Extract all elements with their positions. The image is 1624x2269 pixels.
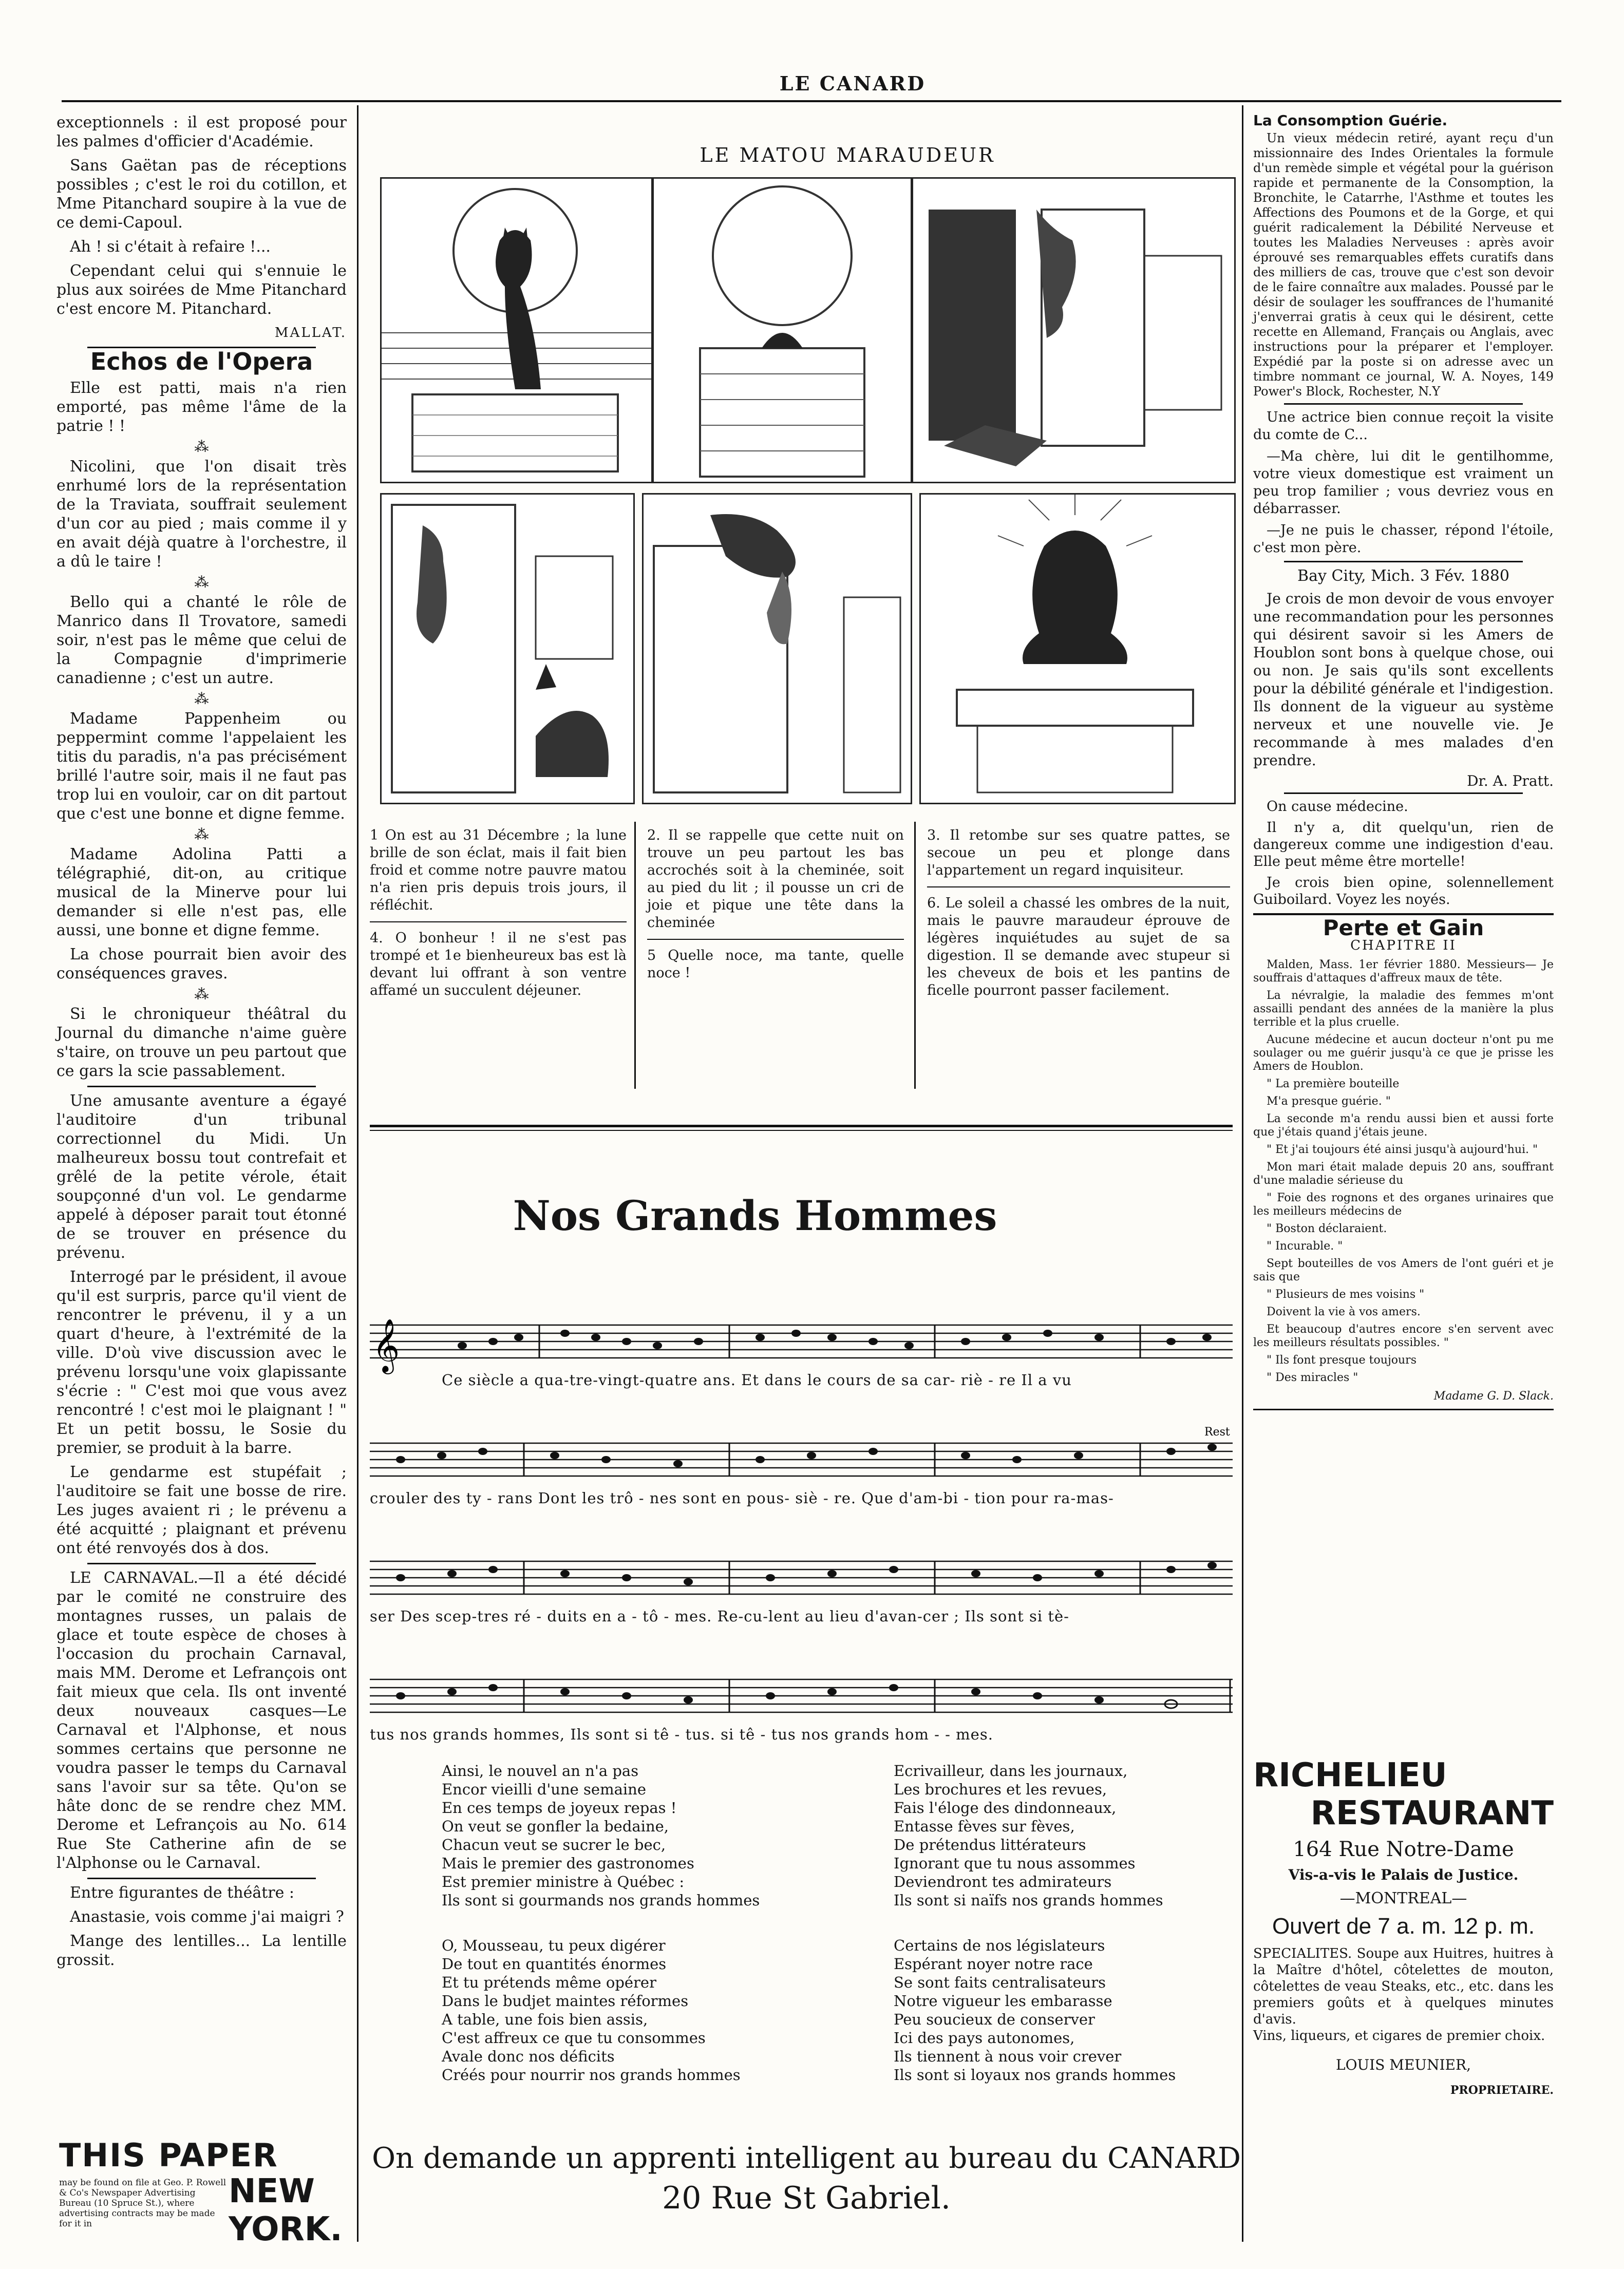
verse-line: Avale donc nos déficits [442, 2048, 615, 2065]
lyrics-line: crouler des ty - rans Dont les trô - nes sont en pous- siè - re. Que d'am-bi - tion pour ra-mas- [370, 1489, 1114, 1507]
restaurant-wine: Vins, liqueurs, et cigares de premier choix. [1253, 2028, 1545, 2044]
svg-text:𝄞: 𝄞 [372, 1318, 400, 1372]
song-verse [442, 1936, 741, 2084]
asterism: ⁂ [194, 574, 209, 591]
anecdote-paragraph: —Ma chère, lui dit le gentilhomme, votre vieux domestique est vraiment un peu trop familier ; vous devriez vous en débarrasser. [1253, 448, 1554, 517]
verse-line: Est premier ministre à Québec : [442, 1873, 685, 1890]
verse-line: Ils sont si gourmands nos grands hommes [442, 1892, 760, 1909]
song-verse [894, 1936, 1176, 2084]
testimonial-line: La seconde m'a rendu aussi bien et aussi forte que j'étais quand j'étais jeune. [1253, 1112, 1554, 1139]
ad-text: Un vieux médecin retiré, ayant reçu d'un missionnaire des Indes Orientales la formule d'un remède simple et végétal pour la guérison rapide et permanente de la Consomption, la Bronchite, le Catarrhe, l'Asthme et toutes les Affections des Poumons et de la Gorge, et qui guérit radicalement la Débilité Nerveuse et toutes les Maladies Nerveuses : après avoir éprouvé ses remarquables effets curatifs dans des milliers de cas, trouve que c'est son devoir de le faire connaître aux malades. Poussé par le désir de soulager les souffrances de l'humanité j'enverrai gratis à ceux qui le désirent, cette recette en Allemand, Français ou Anglais, avec instructions pour la préparer et l'employer. Expédié par la poste si on adresse avec un timbre nommant ce journal, W. A. Noyes, 149 Power's Block, Rochester, N.Y [1253, 131, 1554, 399]
comic-panel-3 [912, 177, 1236, 483]
opera-paragraph: Nicolini, que l'on disait très enrhumé lors de la représentation de la Traviata, souffrait seulement d'un cor au pied ; mais comme il y en avait déjà quatre à l'orchestre, il a dû le taire ! [56, 458, 347, 571]
separator [1284, 792, 1523, 794]
verse-line: A table, une fois bien assis, [442, 2011, 648, 2028]
separator [87, 1563, 316, 1564]
verse-line: Encor vieilli d'une semaine [442, 1781, 646, 1798]
masthead: LE CANARD [779, 72, 926, 95]
figurants-line: Entre figurantes de théâtre : [70, 1884, 295, 1902]
comic-caption-col1 [370, 827, 627, 1007]
verse-line: Dans le budjet maintes réformes [442, 1992, 689, 2010]
letter-dateline: Bay City, Mich. 3 Fév. 1880 [1297, 567, 1509, 585]
anecdote-paragraph: Il n'y a, dit quelqu'un, rien de dangereux comme une indigestion d'eau. Elle peut même être mortelle! [1253, 820, 1554, 869]
lyrics-line: tus nos grands hommes, Ils sont si tê - tus. si tê - tus nos grands hom - - mes. [370, 1726, 993, 1743]
verse-line: O, Mousseau, tu peux digérer [442, 1937, 666, 1954]
apprentice-address: 20 Rue St Gabriel. [662, 2180, 951, 2216]
verse-line: Certains de nos législateurs [894, 1937, 1105, 1954]
testimonial-line: Et beaucoup d'autres encore s'en servent avec les meilleurs résultats possibles. " [1253, 1323, 1554, 1349]
verse-line: Entasse fèves sur fèves, [894, 1818, 1075, 1835]
section-title: Echos de l'Opera [90, 348, 313, 375]
lyrics-line: Ce siècle a qua-tre-vingt-quatre ans. Et dans le cours de sa car- riè - re Il a vu [442, 1371, 1072, 1389]
testimonial-line: " Incurable. " [1267, 1240, 1343, 1253]
verse-line: Peu soucieux de conserver [894, 2011, 1095, 2028]
testimonial-line: " Foie des rognons et des organes urinaires que les meilleurs médecins de [1253, 1192, 1554, 1218]
story-paragraph: Une amusante aventure a égayé l'auditoire d'un tribunal correctionnel du Midi. Un malheureux bossu tout contrefait et grêlé de la petite vérole, était soupçonné d'un vol. Le gendarme appelé à déposer parait tout étonné de se trouver en présence du prévenu. [56, 1092, 347, 1262]
restaurant-specialties: SPECIALITES. Soupe aux Huitres, huitres à la Maître d'hôtel, côtelettes de mouton, côtelettes de veau Steaks, etc., etc. dans les premiers goûts et à quelques minutes d'avis. [1253, 1946, 1554, 2027]
verse-line: Les brochures et les revues, [894, 1781, 1107, 1798]
testimonial-line: " Boston déclaraient. [1267, 1222, 1387, 1235]
restaurant-owner: LOUIS MEUNIER, [1336, 2056, 1471, 2073]
chapter-label: CHAPITRE II [1350, 938, 1457, 953]
comic-caption: 3. Il retombe sur ses quatre pattes, se secoue un peu et plonge dans l'appartement un regard inquisiteur. [927, 827, 1230, 878]
anecdote-paragraph: Une actrice bien connue reçoit la visite du comte de C... [1253, 409, 1554, 443]
comic-caption: 2. Il se rappelle que cette nuit on trouve un peu partout les bas accrochés soit à la cheminée, soit au pied du lit ; il pousse un cri de joie et pique une tête dans la cheminée [647, 827, 904, 931]
comic-caption-col2 [647, 827, 904, 989]
lyrics-line: ser Des scep-tres ré - duits en a - tô - mes. Re-cu-lent au lieu d'avan-cer ; Ils sont si tè- [370, 1608, 1069, 1625]
verse-line: Notre vigueur les embarasse [894, 1992, 1112, 2010]
comic-caption: 1 On est au 31 Décembre ; la lune brille de son éclat, mais il fait bien froid et comme notre pauvre matou n'a rien pris depuis trois jours, il réfléchit. [370, 827, 627, 913]
story-paragraph: Le gendarme est stupéfait ; l'auditoire se fait une bosse de rire. Les juges avaient ri ; le prévenu a été acquitté ; plaignant et prévenu ont été renvoyés dos à dos. [56, 1463, 347, 1557]
comic-caption: 5 Quelle noce, ma tante, quelle noce ! [647, 948, 904, 981]
verse-line: Ici des pays autonomes, [894, 2029, 1075, 2047]
testimonial-line: " Des miracles " [1267, 1371, 1358, 1384]
verse-line: Ils tiennent à nous voir crever [894, 2048, 1122, 2065]
intro-signature: MALLAT. [274, 325, 347, 341]
verse-line: Mais le premier des gastronomes [442, 1855, 694, 1872]
caption-divider [914, 822, 916, 1089]
opera-paragraph: Madame Pappenheim ou peppermint comme l'appelaient les titis du paradis, n'a pas précisément brillé l'autre soir, mais il ne faut pas trop lui en vouloir, car on dit partout que c'est une bonne et digne femme. [56, 710, 347, 823]
newspaper-ad [59, 2131, 352, 2248]
verse-line: C'est affreux ce que tu consommes [442, 2029, 706, 2047]
opera-paragraph: Si le chroniqueur théâtral du Journal du dimanche n'aime guère s'taire, on trouve un peu partout que ce gars la scie passablement. [56, 1005, 347, 1080]
figurants-line: Mange des lentilles... La lentille grossit. [56, 1932, 347, 1969]
asterism: ⁂ [194, 438, 209, 455]
anecdote-paragraph: —Je ne puis le chasser, répond l'étoile, c'est mon père. [1253, 522, 1554, 556]
ad-city: NEW YORK. [229, 2172, 343, 2248]
caption-divider [634, 822, 636, 1089]
section-rule [370, 1130, 1233, 1131]
verse-line: On veut se gonfler la bedaine, [442, 1818, 669, 1835]
testimonial-line: Mon mari était malade depuis 20 ans, souffrant d'une maladie sérieuse du [1253, 1161, 1554, 1187]
testimonial-line: " Ils font presque toujours [1267, 1354, 1417, 1367]
separator [1284, 403, 1523, 405]
anecdote-paragraph: Je crois bien opine, solennellement Guiboilard. Voyez les noyés. [1253, 875, 1554, 907]
separator [1284, 561, 1523, 562]
left-column [56, 113, 347, 1975]
opera-paragraph: Bello qui a chanté le rôle de Manrico dans Il Trovatore, samedi soir, n'est pas le même que celui de la Compagnie d'imprimerie canadienne ; c'est un autre. [56, 593, 347, 687]
right-column [1253, 113, 1554, 1415]
restaurant-name: RICHELIEU [1253, 1756, 1447, 1794]
testimonial-line: " Plusieurs de mes voisins " [1267, 1288, 1425, 1301]
restaurant-owner-title: PROPRIETAIRE. [1450, 2084, 1554, 2097]
verse-line: Espérant noyer notre race [894, 1955, 1093, 1973]
column-divider-left [357, 105, 358, 2242]
verse-line: Se sont faits centralisateurs [894, 1974, 1106, 1991]
restaurant-location: Vis-a-vis le Palais de Justice. [1288, 1866, 1519, 1883]
comic-caption-col3 [927, 827, 1230, 1007]
apprentice-notice: On demande un apprenti intelligent au bureau du CANARD [372, 2142, 1241, 2175]
opera-paragraph: Elle est patti, mais n'a rien emporté, pas même l'âme de la patrie ! ! [56, 379, 347, 435]
intro-paragraph: Cependant celui qui s'ennuie le plus aux soirées de Mme Pitanchard c'est encore M. Pitanchard. [56, 262, 347, 318]
asterism: ⁂ [194, 826, 209, 843]
verse-line: Fais l'éloge des dindonneaux, [894, 1799, 1117, 1817]
restaurant-hours: Ouvert de 7 a. m. 12 p. m. [1272, 1914, 1535, 1939]
comic-panel-6 [919, 493, 1236, 804]
verse-line: Ils sont si naïfs nos grands hommes [894, 1892, 1163, 1909]
testimonial-line: " Et j'ai toujours été ainsi jusqu'à aujourd'hui. " [1267, 1143, 1538, 1156]
comic-panel-1 [380, 177, 653, 483]
section-rule [370, 1125, 1233, 1127]
rest-label: Rest [1204, 1426, 1230, 1439]
verse-line: Ainsi, le nouvel an n'a pas [442, 1762, 639, 1780]
testimonial-line: M'a presque guérie. " [1267, 1095, 1391, 1108]
testimonial-line: Aucune médecine et aucun docteur n'ont pu me soulager ou me guérir jusqu'à ce que je prisse les Amers de Houblon. [1253, 1033, 1554, 1073]
intro-paragraph: exceptionnels : il est proposé pour les palmes d'officier d'Académie. [56, 114, 347, 150]
comic-panel-2 [652, 177, 912, 483]
verse-line: Ils sont si loyaux nos grands hommes [894, 2066, 1176, 2084]
comic-caption: 6. Le soleil a chassé les ombres de la nuit, mais le pauvre maraudeur éprouve de légères inquiétudes au sujet de sa digestion. Il se demande avec stupeur si les cheveux de bois et les pantins de ficelle pourront passer facilement. [927, 895, 1230, 998]
verse-line: En ces temps de joyeux repas ! [442, 1799, 677, 1817]
verse-line: De prétendus littérateurs [894, 1836, 1086, 1854]
comic-panel-4 [380, 493, 635, 804]
song-verse [442, 1762, 760, 1909]
verse-line: Ecrivailleur, dans les journaux, [894, 1762, 1128, 1780]
testimonial-line: Sept bouteilles de vos Amers de l'ont guéri et je sais que [1253, 1257, 1554, 1283]
column-divider-right [1242, 105, 1243, 2242]
anecdote-paragraph: On cause médecine. [1267, 799, 1408, 815]
ad-title: La Consomption Guérie. [1253, 112, 1448, 129]
separator [87, 1878, 316, 1879]
verse-line: Deviendront tes admirateurs [894, 1873, 1112, 1890]
intro-paragraph: Sans Gaëtan pas de réceptions possibles ; c'est le roi du cotillon, et Mme Pitanchard soupire à la vue de ce demi-Capoul. [56, 157, 347, 232]
figurants-line: Anastasie, vois comme j'ai maigri ? [70, 1908, 344, 1926]
ad-text: may be found on file at Geo. P. Rowell & Co's Newspaper Advertising Bureau (10 Spruce St.), where advertising contracts may be made for it in [59, 2178, 226, 2229]
separator [87, 1086, 316, 1087]
opera-paragraph: Madame Adolina Patti a télégraphié, dit-on, au critique musical de la Minerve pour lui demander si elle n'est pas, elle aussi, une bonne et digne femme. [56, 845, 347, 939]
asterism: ⁂ [194, 690, 209, 707]
testimonial-line: La névralgie, la maladie des femmes m'ont assailli pendant des années de la manière la plus terrible et la plus cruelle. [1253, 989, 1554, 1029]
comic-caption: 4. O bonheur ! il ne s'est pas trompé et 1e bienheureux bas est là devant lui offrant à son ventre affamé un succulent déjeuner. [370, 930, 627, 998]
restaurant-city: —MONTREAL— [1339, 1889, 1467, 1907]
testimonial-signature: Madame G. D. Slack. [1433, 1390, 1554, 1403]
carnaval-paragraph: LE CARNAVAL.—Il a été décidé par le comité ne construire des montagnes russes, un palais de glace et toute espèce de choses à l'occasion du prochain Carnaval, mais MM. Derome et Lefrançois ont fait mieux que cela. Ils ont inventé deux nouveaux casques—Le Carnaval et l'Alphonse, et nous sommes certains que personne ne voudra passer le temps du Carnaval sans l'avoir sur sa tête. Qu'on se hâte donc de se rendre chez MM. Derome et Lefrançois au No. 614 Rue Ste Catherine afin de se l'Alphonse ou le Carnaval. [56, 1569, 347, 1872]
comic-title: LE MATOU MARAUDEUR [700, 144, 995, 166]
section-title: Perte et Gain [1323, 915, 1484, 940]
asterism: ⁂ [194, 986, 209, 1003]
masthead-rule [62, 100, 1561, 102]
letter-signature: Dr. A. Pratt. [1467, 772, 1554, 789]
verse-line: Créés pour nourrir nos grands hommes [442, 2066, 741, 2084]
restaurant-name: RESTAURANT [1310, 1794, 1554, 1832]
testimonial-line: Malden, Mass. 1er février 1880. Messieurs— Je souffrais d'attaques d'affreux maux de tête. [1253, 958, 1554, 985]
restaurant-address: 164 Rue Notre-Dame [1293, 1838, 1514, 1861]
restaurant-ad [1253, 1756, 1554, 2097]
separator [1253, 1409, 1554, 1410]
verse-line: Ignorant que tu nous assommes [894, 1855, 1136, 1872]
song-title: Nos Grands Hommes [513, 1192, 997, 1240]
story-paragraph: Interrogé par le président, il avoue qu'il est surpris, parce qu'il vient de rencontrer le prévenu, il y a un quart d'heure, à l'extrémité de la ville. D'où vive discussion avec le prévenu lorsqu'une voix glapissante s'écrie : " C'est moi que vous avez rencontré ! c'est moi le plaignant ! " Et un petit bossu, le Sosie du premier, se produit à la barre. [56, 1268, 347, 1457]
verse-line: Chacun veut se sucrer le bec, [442, 1836, 666, 1854]
opera-paragraph: La chose pourrait bien avoir des conséquences graves. [56, 946, 347, 982]
letter-text: Je crois de mon devoir de vous envoyer une recommandation pour les personnes qui désirent savoir si les Amers de Houblon sont bons à quelque chose, oui ou non. Je sais qu'ils sont excellents pour la débilité générale et l'indigestion. Ils donnent de la vigueur au système nerveux et une nouvelle vie. Je recommande à mes malades d'en prendre. [1253, 590, 1554, 769]
testimonial-line: " La première bouteille [1267, 1077, 1400, 1090]
verse-line: De tout en quantités énormes [442, 1955, 667, 1973]
testimonial-line: Doivent la vie à vos amers. [1267, 1306, 1421, 1318]
song-verse [894, 1762, 1163, 1909]
intro-paragraph: Ah ! si c'était à refaire !... [70, 238, 271, 256]
ad-headline: THIS PAPER [59, 2136, 278, 2174]
verse-line: Et tu prétends même opérer [442, 1974, 656, 1991]
comic-panel-5 [642, 493, 912, 804]
